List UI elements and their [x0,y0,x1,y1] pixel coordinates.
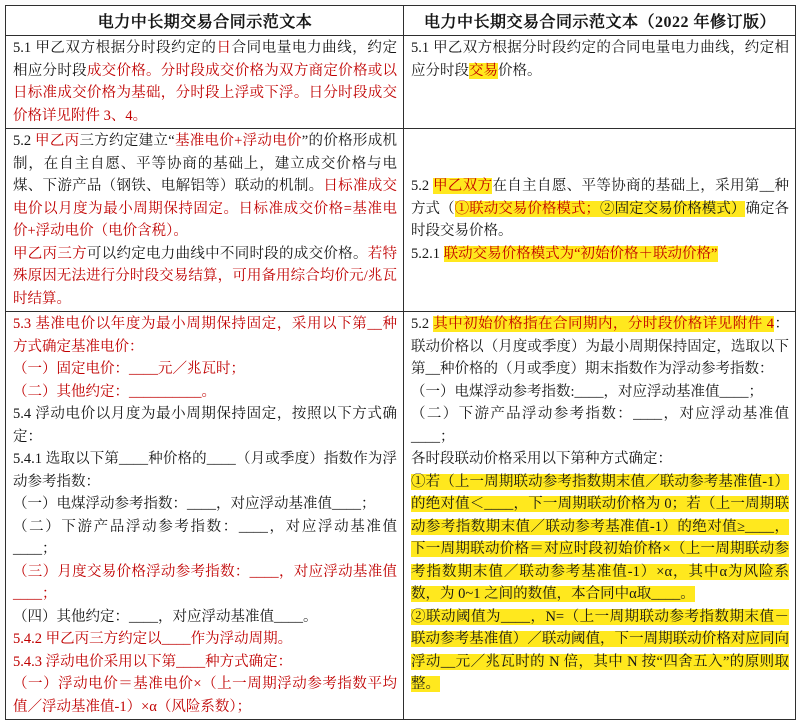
paragraph [13,381,397,404]
red-ink-text-run: 若特殊原因无法进行分时段交易结算，可用备用综合均价元/兆瓦时结算。 [13,245,398,307]
highlighted-text-run: 甲乙双方 [433,178,493,194]
paragraph [13,651,397,674]
cell-revised-clause-5-2 [404,129,796,312]
paragraph [411,313,789,381]
text-run: 各时段联动价格采用以下第种方式确定： [411,451,672,467]
cell-original-clause-5-1 [6,36,404,129]
paragraph [13,130,397,243]
highlighted-text-run: ①若（上一周期联动参考指数期末值／联动参考基准值-1）的绝对值＜____，下一周期联动价格为 0；若（上一周期联动参考指数期末值／联动参考基准值-1）的绝对值≥____，下一周期联动价格＝对应时段初始价格×（上一周期联动参考指数期末值／联动参考基准值-1）×α，其中α为风险系数，为 0~1 之间的数值，本合同中α取____。 [411,473,789,602]
text-run: 5.4.1 选取以下第____种价格的____（月或季度）指数作为浮动参考指数： [13,451,397,490]
text-run: （二）下游产品浮动参考指数：____，对应浮动基准值____； [411,406,789,445]
highlighted-text-run: 联动交易价格模式为“初始价格＋联动价格” [443,245,718,262]
paragraph [13,37,397,127]
paragraph [13,606,397,629]
text-run: 5.2 [411,316,434,332]
cell-original-clause-5-2 [6,129,404,312]
text-run: （一）电煤浮动参考指数：____，对应浮动基准值____； [13,496,376,512]
column-header-original-text: 电力中长期交易合同示范文本 [6,6,404,36]
red-ink-text-run: （二）其他约定：__________。 [13,383,216,400]
text-run: 三方约定建立“ [79,133,175,149]
text-run: 确定各时段交易价格。 [411,200,790,239]
paragraph [13,516,397,561]
red-ink-text-run: 甲乙丙三方 [13,245,87,262]
red-ink-text-run: 5.4.3 浮动电价采用以下第____种方式确定： [13,653,293,670]
paragraph [411,471,789,606]
highlighted-text-run: ②固定交易价格模式） [599,200,746,217]
row-clause-5-2 [6,129,796,312]
red-ink-text-run: 日标准成交电价以月度为最小周期保持固定。日标准成交价格=基准电价+浮动电价（电价含税）。 [13,178,398,239]
red-ink-text-run: 甲乙丙 [35,133,80,149]
paragraph [13,628,397,651]
paragraph [411,243,789,266]
paragraph [13,561,397,606]
red-ink-text-run: 日 [216,40,232,56]
text-run: 5.2 [13,133,36,149]
text-run: 5.4 浮动电价以月度为最小周期保持固定，按照以下方式确定： [13,406,397,445]
highlighted-text-run: ②联动阈值为____，N=（上一周期联动参考指数期末值－联动参考基准值）／联动阈值，下一周期联动价格对应同向浮动__元／兆瓦时的 N 倍，其中 N 按“四舍五入”的原则取整。 [411,608,789,692]
paragraph [411,448,789,471]
text-run: （二）下游产品浮动参考指数：____，对应浮动基准值____； [13,518,397,557]
paragraph [411,606,789,696]
row-clause-5-3-5-4 [6,312,796,720]
text-run: 5.2.1 [411,245,444,262]
paragraph [13,243,397,311]
red-ink-text-run: （一）浮动电价＝基准电价×（上一周期浮动参考指数平均值／浮动基准值-1）×α（风险系数）； [13,676,397,715]
paragraph [13,358,397,381]
cell-original-clause-5-3-5-4 [6,312,404,720]
paragraph [411,403,789,448]
red-ink-text-run: 5.4.2 甲乙丙三方约定以____作为浮动周期。 [13,631,293,647]
highlighted-text-run: ①联动交易价格模式； [454,200,600,217]
highlighted-text-run: 其中初始价格指在合同期内，分时段价格详见附件 4 [433,316,775,332]
red-ink-text-run: 成交价格。分时段成交价格为双方商定价格或以日标准成交价格为基础，分时段上浮或下浮。日分时段成交价格详见附件 3、4。 [13,62,398,124]
paragraph [13,493,397,516]
header-row [6,6,796,36]
text-run: ：联动价格以（月度或季度）为最小周期保持固定，选取以下第__种价格的（月或季度）期末指数作为浮动参考指数： [411,316,790,377]
paragraph [411,381,789,404]
paragraph [411,175,789,243]
highlighted-text-run: 交易 [469,62,498,79]
text-run: ”的价格形成机制，在自主自愿、平等协商的基础上，建立成交价格与电煤、下游产品（钢铁、电解铝等）联动的机制。 [13,133,398,194]
text-run: 5.1 甲乙双方根据分时段约定的 [13,40,217,56]
text-run: 5.2 [411,178,434,194]
column-header-revised-2022: 电力中长期交易合同示范文本（2022 年修订版） [404,6,796,36]
red-ink-text-run: 基准电价+浮动电价 [174,133,302,149]
text-run: （一）电煤浮动参考指数:____，对应浮动基准值____； [411,383,764,400]
row-clause-5-1 [6,36,796,129]
text-run: 5.1 甲乙双方根据分时段约定的合同电量电力曲线，约定相应分时段 [411,40,789,79]
paragraph [411,37,789,82]
cell-revised-clause-5-1 [404,36,796,129]
paragraph [13,448,397,493]
paragraph [13,673,397,718]
red-ink-text-run: 5.3 基准电价以年度为最小周期保持固定，采用以下第__种方式确定基准电价： [13,316,397,355]
contract-comparison-table [5,5,796,720]
paragraph [13,313,397,358]
cell-revised-clause-5-2-2 [404,312,796,720]
red-ink-text-run: （三）月度交易价格浮动参考指数：____，对应浮动基准值____； [13,563,397,602]
red-ink-text-run: （一）固定电价：____元／兆瓦时； [13,361,245,377]
paragraph [13,403,397,448]
text-run: 价格。 [498,62,542,79]
text-run: 合同电量电力曲线，约定相应分时段 [13,40,397,79]
text-run: （四）其他约定：____，对应浮动基准值____。 [13,608,318,625]
text-run: 可以约定电力曲线中不同时段的成交价格。 [86,245,368,262]
text-run: 在自主自愿、平等协商的基础上，采用第__种方式（ [411,178,789,217]
